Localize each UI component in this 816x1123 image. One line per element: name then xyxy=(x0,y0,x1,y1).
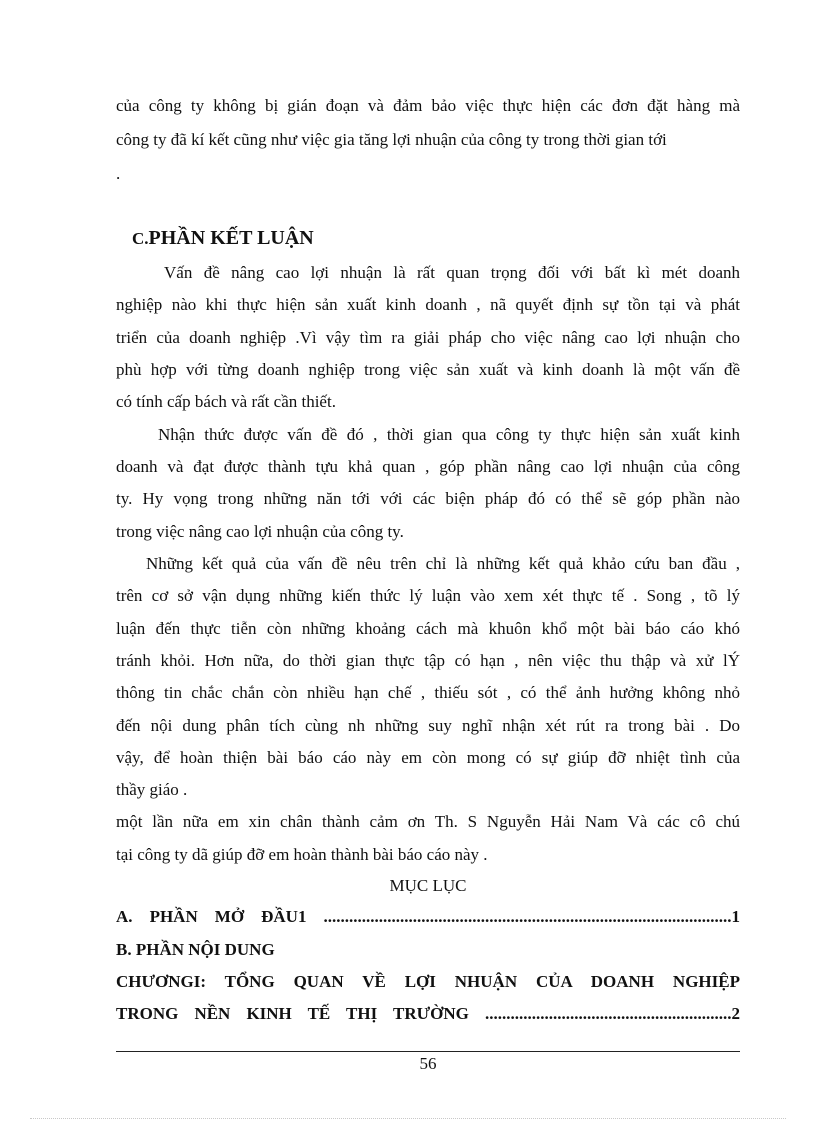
paragraph-line: Những kết quả của vấn đề nêu trên chỉ là những kết quả khảo cứu ban đầu , xyxy=(146,554,740,573)
section-heading-text: PHẦN KẾT LUẬN xyxy=(148,227,314,249)
toc-entry: CHƯƠNGI: TỔNG QUAN VỀ LỢI NHUẬN CỦA DOANH NGHIỆP xyxy=(116,972,740,991)
paragraph-line: vậy, để hoàn thiện bài báo cáo này em còn mong có sự giúp đỡ nhiệt tình của xyxy=(116,748,740,767)
body-text-line: . xyxy=(116,164,121,183)
body-text-line: công ty đã kí kết cũng như việc gia tăng lợi nhuận của công ty trong thời gian tới xyxy=(116,130,667,149)
footer-rule xyxy=(116,1051,740,1052)
section-heading xyxy=(132,225,314,252)
paragraph-line: doanh và đạt được thành tựu khả quan , góp phần nâng cao lợi nhuận của công xyxy=(116,457,740,476)
paragraph-line: một lần nữa em xin chân thành cảm ơn Th. S Nguyễn Hải Nam Và các cô chú xyxy=(116,812,740,831)
paragraph-line: ty. Hy vọng trong những năn tới với các biện pháp đó có thể sẽ góp phần nào xyxy=(116,489,740,508)
paragraph-line: thầy giáo . xyxy=(116,780,188,799)
paragraph-line: luận đến thực tiễn còn những khoảng cách mà khuôn khổ một bài báo cáo khó xyxy=(116,619,740,638)
toc-entry: TRONG NỀN KINH TẾ THỊ TRƯỜNG ..........................................................2 xyxy=(116,1004,740,1023)
paragraph-line: trong việc nâng cao lợi nhuận của công ty. xyxy=(116,522,404,541)
body-text-line: của công ty không bị gián đoạn và đảm bảo việc thực hiện các đơn đặt hàng mà xyxy=(116,96,740,115)
toc-entry: A. PHẦN MỞ ĐẦU1 ................................................................................................1 xyxy=(116,907,740,926)
paragraph-line: tránh khỏi. Hơn nữa, do thời gian thực tập có hạn , nên việc thu thập và xử lÝ xyxy=(116,651,740,670)
paragraph-line: trên cơ sở vận dụng những kiến thức lý luận vào xem xét thực tế . Song , tõ lý xyxy=(116,586,740,605)
paragraph-line: phù hợp với từng doanh nghiệp trong việc sản xuất và kinh doanh là một vấn đề xyxy=(116,360,740,379)
paragraph-line: nghiệp nào khi thực hiện sản xuất kinh doanh , nã quyết định sự tồn tại và phát xyxy=(116,295,740,314)
paragraph-line: triển của doanh nghiệp .Vì vậy tìm ra giải pháp cho việc nâng cao lợi nhuận cho xyxy=(116,328,740,347)
paragraph-line: đến nội dung phân tích cùng nh những suy nghĩ nhận xét rút ra trong bài . Do xyxy=(116,716,740,735)
toc-entry: B. PHẦN NỘI DUNG xyxy=(116,940,275,959)
section-heading-prefix: C. xyxy=(132,229,149,248)
paragraph-line: tại công ty dã giúp đỡ em hoàn thành bài báo cáo này . xyxy=(116,845,488,864)
page-boundary xyxy=(30,1118,786,1119)
page-number: 56 xyxy=(419,1054,437,1073)
paragraph-line: thông tin chắc chắn còn nhiều hạn chế , thiếu sót , có thể ảnh hưởng không nhỏ xyxy=(116,683,740,702)
paragraph-line: có tính cấp bách và rất cần thiết. xyxy=(116,392,336,411)
paragraph-line: Vấn đề nâng cao lợi nhuận là rất quan trọng đối với bất kì mét doanh xyxy=(164,263,740,282)
toc-title: MỤC LỤC xyxy=(389,876,467,895)
paragraph-line: Nhận thức được vấn đề đó , thời gian qua công ty thực hiện sản xuất kinh xyxy=(158,425,740,444)
